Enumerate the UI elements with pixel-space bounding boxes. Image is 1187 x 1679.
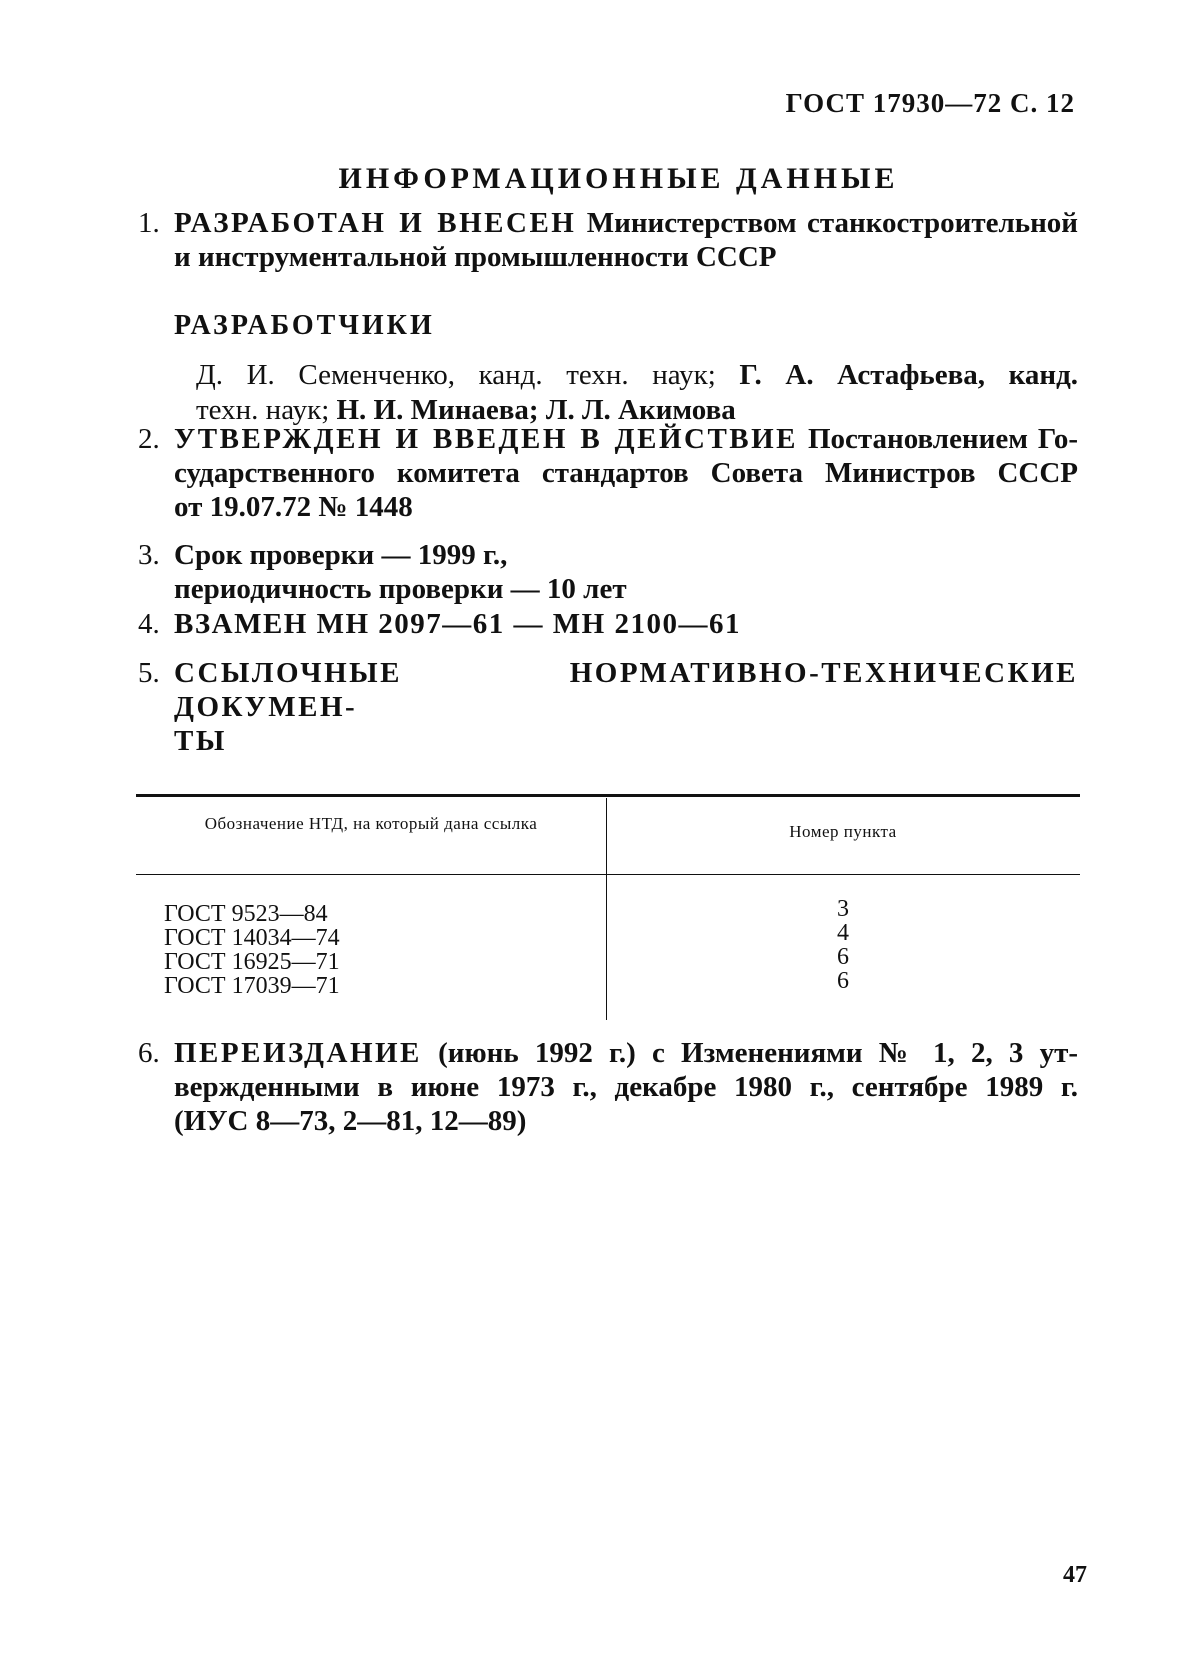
info-item-1: [138, 206, 1078, 274]
developers-heading: РАЗРАБОТЧИКИ: [174, 310, 435, 341]
table-column-points: [606, 897, 1080, 993]
item-number: 4.: [138, 608, 160, 640]
table-top-rule: [136, 794, 1080, 797]
developers-list: [196, 358, 1078, 428]
item-heading: ССЫЛОЧНЫЕ НОРМАТИВНО-ТЕХНИЧЕСКИЕ ДОКУМЕН-: [174, 657, 1078, 723]
item-text: (июнь 1992 г.) с Изменениями № 1, 2, 3 ут-: [438, 1037, 1079, 1069]
info-item-3: [138, 538, 1078, 606]
item-text-ius: (ИУС 8—73, 2—81, 12—89): [174, 1105, 527, 1137]
table-cell-document: ГОСТ 16925—71: [164, 949, 340, 975]
item-text: Срок проверки — 1999 г.,: [174, 539, 508, 571]
item-text-continued: и инструментальной промышленности СССР: [174, 241, 777, 273]
item-text: Министерством станкостроительной: [586, 207, 1078, 239]
table-cell-document: ГОСТ 9523—84: [164, 901, 328, 927]
item-first-line: [174, 1036, 1078, 1070]
item-number: 3.: [138, 539, 160, 571]
table-cell-point: 3: [837, 896, 849, 922]
table-header-point: Номер пункта: [789, 822, 897, 841]
table-cell-point: 6: [837, 968, 849, 994]
item-heading: ВЗАМЕН МН 2097—61 — МН 2100—61: [174, 608, 741, 640]
reference-documents-table: [136, 794, 1080, 1020]
item-heading: УТВЕРЖДЕН И ВВЕДЕН В ДЕЙСТВИЕ: [174, 423, 799, 455]
table-cell-document: ГОСТ 14034—74: [164, 925, 340, 951]
table-cell-document: ГОСТ 17039—71: [164, 973, 340, 999]
developer-degree: техн. наук;: [196, 394, 330, 426]
item-number: 2.: [138, 423, 160, 455]
item-heading: РАЗРАБОТАН И ВНЕСЕН: [174, 207, 577, 239]
item-heading: ПЕРЕИЗДАНИЕ: [174, 1037, 422, 1069]
table-header-document: Обозначение НТД, на который дана ссылка: [204, 814, 538, 833]
table-header-rule: [136, 874, 1080, 875]
developer-2: Г. А. Астафьева, канд.: [739, 359, 1078, 391]
info-item-4: [138, 607, 1078, 641]
info-item-2: [138, 422, 1078, 524]
page-title: ИНФОРМАЦИОННЫЕ ДАННЫЕ: [338, 162, 899, 195]
item-text-date: от 19.07.72 № 1448: [174, 491, 413, 523]
item-heading-continued: ТЫ: [174, 725, 227, 757]
info-item-5: [138, 656, 1078, 758]
item-text-continued: периодичность проверки — 10 лет: [174, 573, 627, 605]
developer-1: Д. И. Семенченко, канд. техн. наук;: [196, 359, 716, 391]
table-cell-point: 6: [837, 944, 849, 970]
item-number: 5.: [138, 657, 160, 689]
table-column-documents: [164, 902, 340, 998]
developer-3: Н. И. Минаева; Л. Л. Акимова: [336, 394, 736, 426]
item-text-continued: вержденными в июне 1973 г., декабре 1980 г., сентябре 1989 г.: [174, 1071, 1078, 1103]
item-first-line: [174, 422, 1078, 456]
item-number: 1.: [138, 207, 160, 239]
table-cell-point: 4: [837, 920, 849, 946]
developers-line-1: [196, 358, 1078, 393]
page-number: 47: [1063, 1562, 1087, 1588]
item-first-line: [174, 206, 1078, 240]
item-text: Постановлением Го-: [808, 423, 1078, 455]
document-code: ГОСТ 17930—72 С. 12: [785, 88, 1075, 118]
item-text-continued: сударственного комитета стандартов Совета Министров СССР: [174, 457, 1078, 489]
info-item-6: [138, 1036, 1078, 1138]
item-number: 6.: [138, 1037, 160, 1069]
